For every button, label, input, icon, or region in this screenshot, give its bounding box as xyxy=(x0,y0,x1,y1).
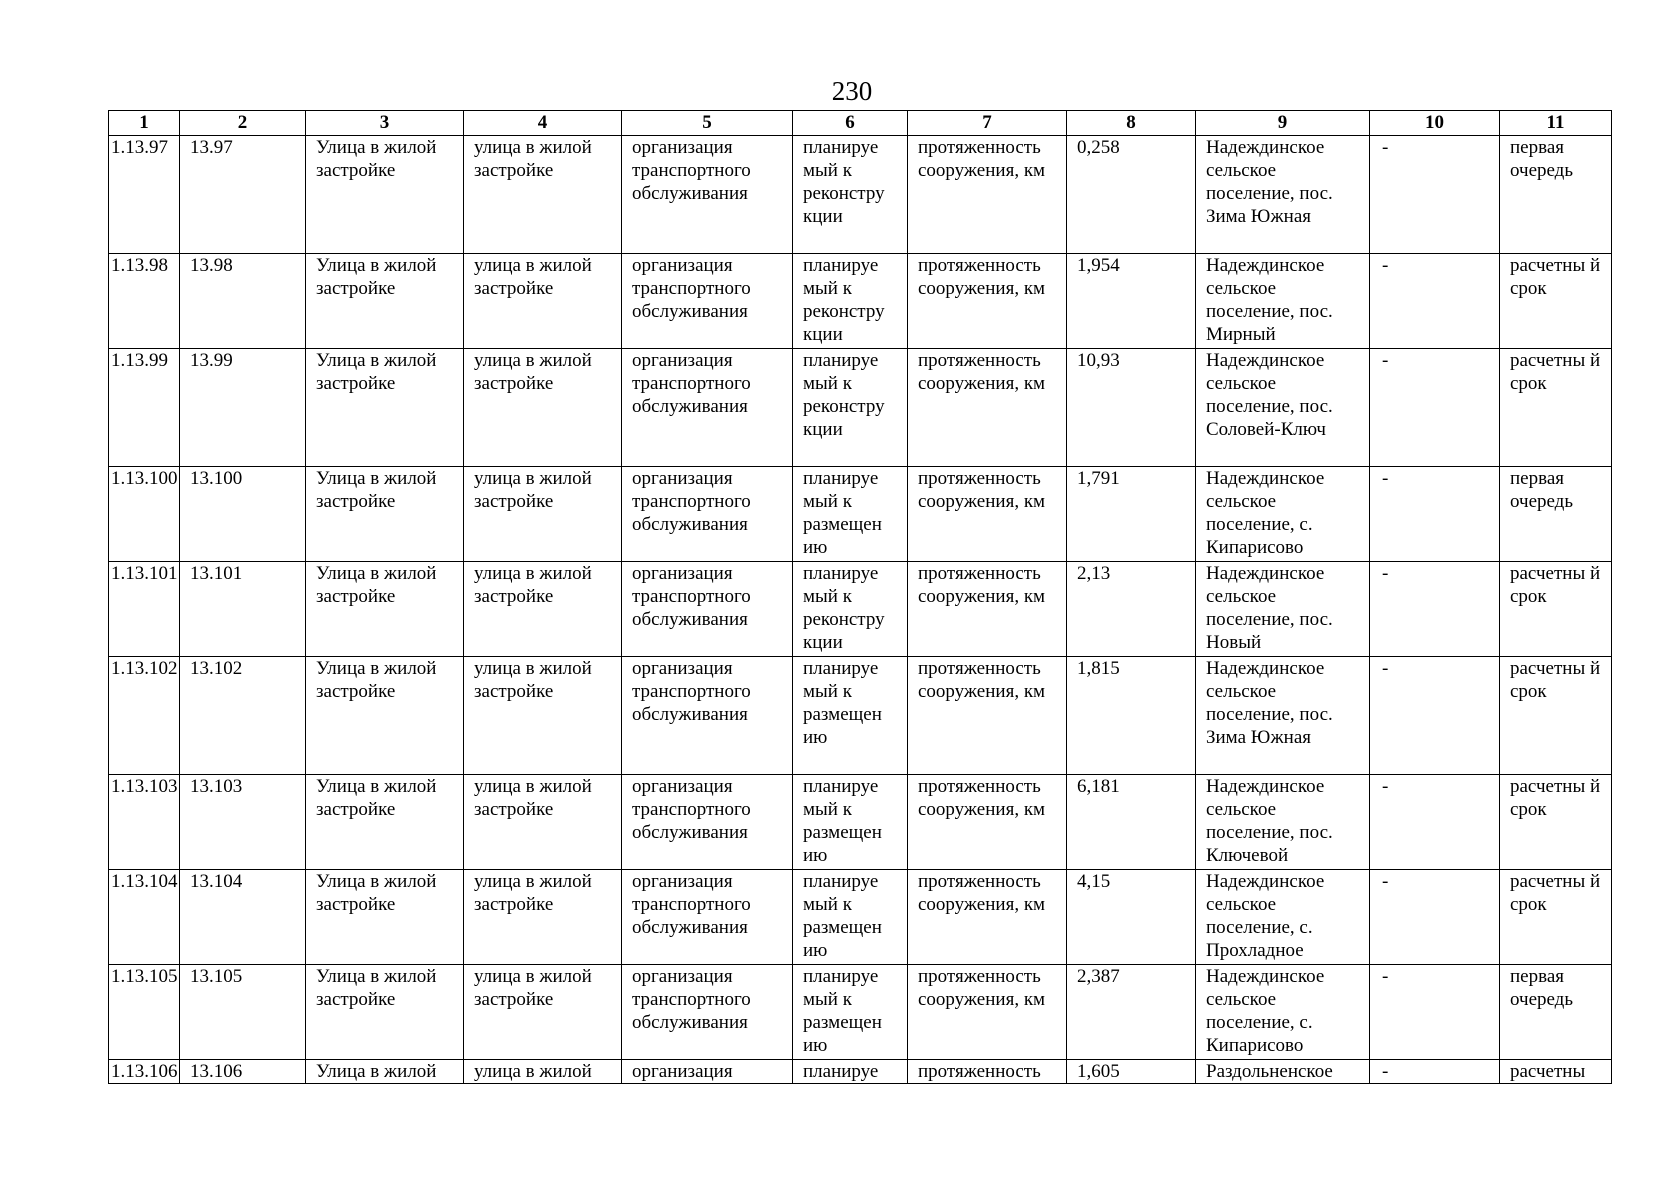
object-purpose: организация xyxy=(622,1060,793,1084)
object-value: 1,815 xyxy=(1067,657,1196,775)
object-zone: - xyxy=(1370,136,1500,254)
object-status: планируе мый к реконстру кции xyxy=(793,254,908,349)
document-table xyxy=(108,110,1612,1084)
object-stage: первая очередь xyxy=(1500,136,1612,254)
column-number: 8 xyxy=(1067,111,1196,136)
object-purpose: организация транспортного обслуживания xyxy=(622,349,793,467)
row-number: 1.13.106 xyxy=(109,1060,180,1084)
object-type: улица в жилой xyxy=(464,1060,622,1084)
column-number: 6 xyxy=(793,111,908,136)
object-purpose: организация транспортного обслуживания xyxy=(622,657,793,775)
object-type: улица в жилой застройке xyxy=(464,136,622,254)
object-purpose: организация транспортного обслуживания xyxy=(622,136,793,254)
object-parameter: протяженность xyxy=(908,1060,1067,1084)
table-row xyxy=(109,775,1612,870)
object-stage: расчетны й срок xyxy=(1500,775,1612,870)
object-status: планируе мый к реконстру кции xyxy=(793,349,908,467)
object-value: 4,15 xyxy=(1067,870,1196,965)
table-row xyxy=(109,562,1612,657)
object-stage: расчетны xyxy=(1500,1060,1612,1084)
object-type: улица в жилой застройке xyxy=(464,467,622,562)
table-row xyxy=(109,349,1612,467)
column-number: 11 xyxy=(1500,111,1612,136)
column-number: 7 xyxy=(908,111,1067,136)
object-code: 13.104 xyxy=(180,870,306,965)
object-value: 0,258 xyxy=(1067,136,1196,254)
object-purpose: организация транспортного обслуживания xyxy=(622,870,793,965)
object-status: планируе мый к размещен ию xyxy=(793,870,908,965)
row-number: 1.13.101 xyxy=(109,562,180,657)
object-location: Надеждинское сельское поселение, пос. Ключевой xyxy=(1196,775,1370,870)
object-parameter: протяженность сооружения, км xyxy=(908,870,1067,965)
object-type: улица в жилой застройке xyxy=(464,870,622,965)
object-code: 13.99 xyxy=(180,349,306,467)
object-zone: - xyxy=(1370,965,1500,1060)
object-code: 13.106 xyxy=(180,1060,306,1084)
table-row xyxy=(109,467,1612,562)
object-name: Улица в жилой застройке xyxy=(306,775,464,870)
object-location: Надеждинское сельское поселение, пос. Новый xyxy=(1196,562,1370,657)
object-stage: расчетны й срок xyxy=(1500,562,1612,657)
object-stage: первая очередь xyxy=(1500,467,1612,562)
object-code: 13.103 xyxy=(180,775,306,870)
object-type: улица в жилой застройке xyxy=(464,254,622,349)
object-purpose: организация транспортного обслуживания xyxy=(622,467,793,562)
table-row xyxy=(109,965,1612,1060)
object-code: 13.97 xyxy=(180,136,306,254)
object-type: улица в жилой застройке xyxy=(464,965,622,1060)
object-stage: расчетны й срок xyxy=(1500,657,1612,775)
object-value: 2,387 xyxy=(1067,965,1196,1060)
object-parameter: протяженность сооружения, км xyxy=(908,349,1067,467)
object-type: улица в жилой застройке xyxy=(464,349,622,467)
object-location: Надеждинское сельское поселение, пос. Зима Южная xyxy=(1196,136,1370,254)
table-row xyxy=(109,136,1612,254)
row-number: 1.13.99 xyxy=(109,349,180,467)
object-purpose: организация транспортного обслуживания xyxy=(622,562,793,657)
object-name: Улица в жилой застройке xyxy=(306,870,464,965)
column-number: 3 xyxy=(306,111,464,136)
column-number: 2 xyxy=(180,111,306,136)
object-location: Надеждинское сельское поселение, с. Кипарисово xyxy=(1196,467,1370,562)
column-number: 4 xyxy=(464,111,622,136)
object-purpose: организация транспортного обслуживания xyxy=(622,775,793,870)
object-name: Улица в жилой застройке xyxy=(306,349,464,467)
object-status: планируе мый к размещен ию xyxy=(793,775,908,870)
page-number: 230 xyxy=(831,76,873,106)
object-parameter: протяженность сооружения, км xyxy=(908,965,1067,1060)
row-number: 1.13.105 xyxy=(109,965,180,1060)
object-name: Улица в жилой застройке xyxy=(306,136,464,254)
object-parameter: протяженность сооружения, км xyxy=(908,657,1067,775)
object-stage: расчетны й срок xyxy=(1500,349,1612,467)
object-status: планируе мый к размещен ию xyxy=(793,965,908,1060)
object-zone: - xyxy=(1370,349,1500,467)
row-number: 1.13.102 xyxy=(109,657,180,775)
table-row xyxy=(109,254,1612,349)
column-number: 5 xyxy=(622,111,793,136)
object-status: планируе мый к реконстру кции xyxy=(793,136,908,254)
object-zone: - xyxy=(1370,467,1500,562)
column-number: 9 xyxy=(1196,111,1370,136)
column-number: 10 xyxy=(1370,111,1500,136)
object-code: 13.102 xyxy=(180,657,306,775)
object-name: Улица в жилой застройке xyxy=(306,254,464,349)
row-number: 1.13.98 xyxy=(109,254,180,349)
object-location: Надеждинское сельское поселение, пос. Мирный xyxy=(1196,254,1370,349)
column-number: 1 xyxy=(109,111,180,136)
object-stage: расчетны й срок xyxy=(1500,254,1612,349)
object-status: планируе мый к размещен ию xyxy=(793,657,908,775)
object-value: 1,605 xyxy=(1067,1060,1196,1084)
object-purpose: организация транспортного обслуживания xyxy=(622,254,793,349)
object-zone: - xyxy=(1370,562,1500,657)
object-code: 13.98 xyxy=(180,254,306,349)
object-type: улица в жилой застройке xyxy=(464,775,622,870)
object-location: Надеждинское сельское поселение, с. Прохладное xyxy=(1196,870,1370,965)
object-status: планируе мый к размещен ию xyxy=(793,467,908,562)
object-parameter: протяженность сооружения, км xyxy=(908,136,1067,254)
object-name: Улица в жилой застройке xyxy=(306,467,464,562)
object-name: Улица в жилой застройке xyxy=(306,965,464,1060)
object-code: 13.101 xyxy=(180,562,306,657)
table-row xyxy=(109,870,1612,965)
object-purpose: организация транспортного обслуживания xyxy=(622,965,793,1060)
object-location: Надеждинское сельское поселение, пос. Соловей-Ключ xyxy=(1196,349,1370,467)
object-value: 1,954 xyxy=(1067,254,1196,349)
object-code: 13.105 xyxy=(180,965,306,1060)
object-value: 2,13 xyxy=(1067,562,1196,657)
object-name: Улица в жилой застройке xyxy=(306,657,464,775)
object-zone: - xyxy=(1370,254,1500,349)
object-type: улица в жилой застройке xyxy=(464,562,622,657)
row-number: 1.13.100 xyxy=(109,467,180,562)
object-zone: - xyxy=(1370,657,1500,775)
object-stage: первая очередь xyxy=(1500,965,1612,1060)
object-code: 13.100 xyxy=(180,467,306,562)
object-zone: - xyxy=(1370,1060,1500,1084)
object-location: Надеждинское сельское поселение, с. Кипарисово xyxy=(1196,965,1370,1060)
object-zone: - xyxy=(1370,870,1500,965)
object-status: планируе xyxy=(793,1060,908,1084)
row-number: 1.13.104 xyxy=(109,870,180,965)
object-name: Улица в жилой застройке xyxy=(306,562,464,657)
object-parameter: протяженность сооружения, км xyxy=(908,254,1067,349)
column-number-row xyxy=(109,111,1612,136)
object-value: 10,93 xyxy=(1067,349,1196,467)
object-parameter: протяженность сооружения, км xyxy=(908,775,1067,870)
object-parameter: протяженность сооружения, км xyxy=(908,562,1067,657)
object-location: Раздольненское xyxy=(1196,1060,1370,1084)
object-value: 6,181 xyxy=(1067,775,1196,870)
object-status: планируе мый к реконстру кции xyxy=(793,562,908,657)
row-number: 1.13.103 xyxy=(109,775,180,870)
object-name: Улица в жилой xyxy=(306,1060,464,1084)
table-row xyxy=(109,1060,1612,1084)
table-row xyxy=(109,657,1612,775)
object-stage: расчетны й срок xyxy=(1500,870,1612,965)
object-value: 1,791 xyxy=(1067,467,1196,562)
object-location: Надеждинское сельское поселение, пос. Зима Южная xyxy=(1196,657,1370,775)
row-number: 1.13.97 xyxy=(109,136,180,254)
object-type: улица в жилой застройке xyxy=(464,657,622,775)
object-zone: - xyxy=(1370,775,1500,870)
object-parameter: протяженность сооружения, км xyxy=(908,467,1067,562)
